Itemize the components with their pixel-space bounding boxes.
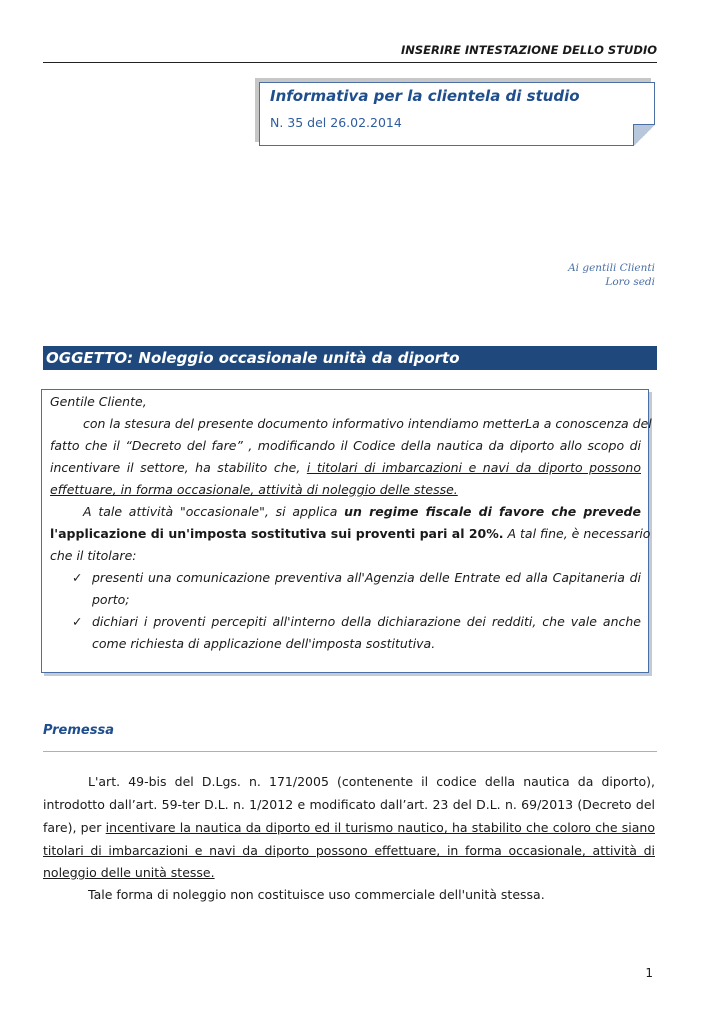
header-divider xyxy=(43,62,657,63)
bullet-2-line-2: come richiesta di applicazione dell'imposta sostitutiva. xyxy=(92,636,436,651)
check-bullet-icon: ✓ xyxy=(72,570,83,585)
subject-title: OGGETTO: Noleggio occasionale unità da diporto xyxy=(46,349,460,367)
premessa-line-2: introdotto dall’art. 59-ter D.L. n. 1/2012 e modificato dall’art. 23 del D.L. n. 69/2013 (Decreto del xyxy=(43,797,655,812)
summary-line-3 xyxy=(50,460,641,475)
bullet-2-line-1: dichiari i proventi percepiti all'interno della dichiarazione dei redditi, che vale anche xyxy=(92,614,641,629)
premessa-line-5 xyxy=(43,865,655,880)
premessa-line-3-text: fare), per xyxy=(43,820,106,835)
document-number: N. 35 del 26.02.2014 xyxy=(270,115,402,130)
summary-bold-1: un regime fiscale di favore che prevede xyxy=(344,504,641,519)
summary-line-1: con la stesura del presente documento informativo intendiamo metterLa a conoscenza del xyxy=(83,416,652,431)
summary-bold-2: l'applicazione di un'imposta sostitutiva sui proventi pari al 20%. xyxy=(50,526,504,541)
premessa-line-1: L'art. 49-bis del D.Lgs. n. 171/2005 (contenente il codice della nautica da diporto), xyxy=(88,774,655,789)
summary-underlined-2: effettuare, in forma occasionale, attività di noleggio delle stesse. xyxy=(50,482,458,497)
bullet-1-line-1: presenti una comunicazione preventiva all'Agenzia delle Entrate ed alla Capitaneria di xyxy=(92,570,641,585)
addressee-line-2: Loro sedi xyxy=(605,276,655,288)
summary-line-6 xyxy=(50,526,651,541)
page-number: 1 xyxy=(645,966,653,980)
addressee-line-1: Ai gentili Clienti xyxy=(568,262,655,274)
section-heading-premessa: Premessa xyxy=(43,723,114,738)
summary-line-4 xyxy=(50,482,641,497)
premessa-line-4 xyxy=(43,843,655,858)
premessa-underlined-3: noleggio delle unità stesse. xyxy=(43,865,215,880)
premessa-line-3 xyxy=(43,820,655,835)
premessa-underlined-2: titolari di imbarcazioni e navi da diporto possono effettuare, in forma occasionale, attività di xyxy=(43,843,655,858)
summary-line-3-text: incentivare il settore, ha stabilito che, xyxy=(50,460,307,475)
summary-line-2: fatto che il “Decreto del fare” , modificando il Codice della nautica da diporto allo scopo di xyxy=(50,438,641,453)
premessa-line-6: Tale forma di noleggio non costituisce uso commerciale dell'unità stessa. xyxy=(88,887,545,902)
premessa-underlined-1: incentivare la nautica da diporto ed il turismo nautico, ha stabilito che coloro che siano xyxy=(105,820,655,835)
summary-line-5-text: A tale attività "occasionale", si applica xyxy=(83,504,345,519)
summary-underlined-1: i titolari di imbarcazioni e navi da diporto possono xyxy=(306,460,641,475)
page-fold-corner xyxy=(633,124,655,146)
document-title: Informativa per la clientela di studio xyxy=(270,87,580,105)
summary-line-6-text: A tal fine, è necessario xyxy=(503,526,651,541)
studio-heading: INSERIRE INTESTAZIONE DELLO STUDIO xyxy=(401,43,657,57)
bullet-1-line-2: porto; xyxy=(92,592,130,607)
greeting: Gentile Cliente, xyxy=(50,394,147,409)
section-divider xyxy=(43,751,657,752)
summary-line-5 xyxy=(83,504,641,519)
summary-line-7: che il titolare: xyxy=(50,548,137,563)
check-bullet-icon: ✓ xyxy=(72,614,83,629)
